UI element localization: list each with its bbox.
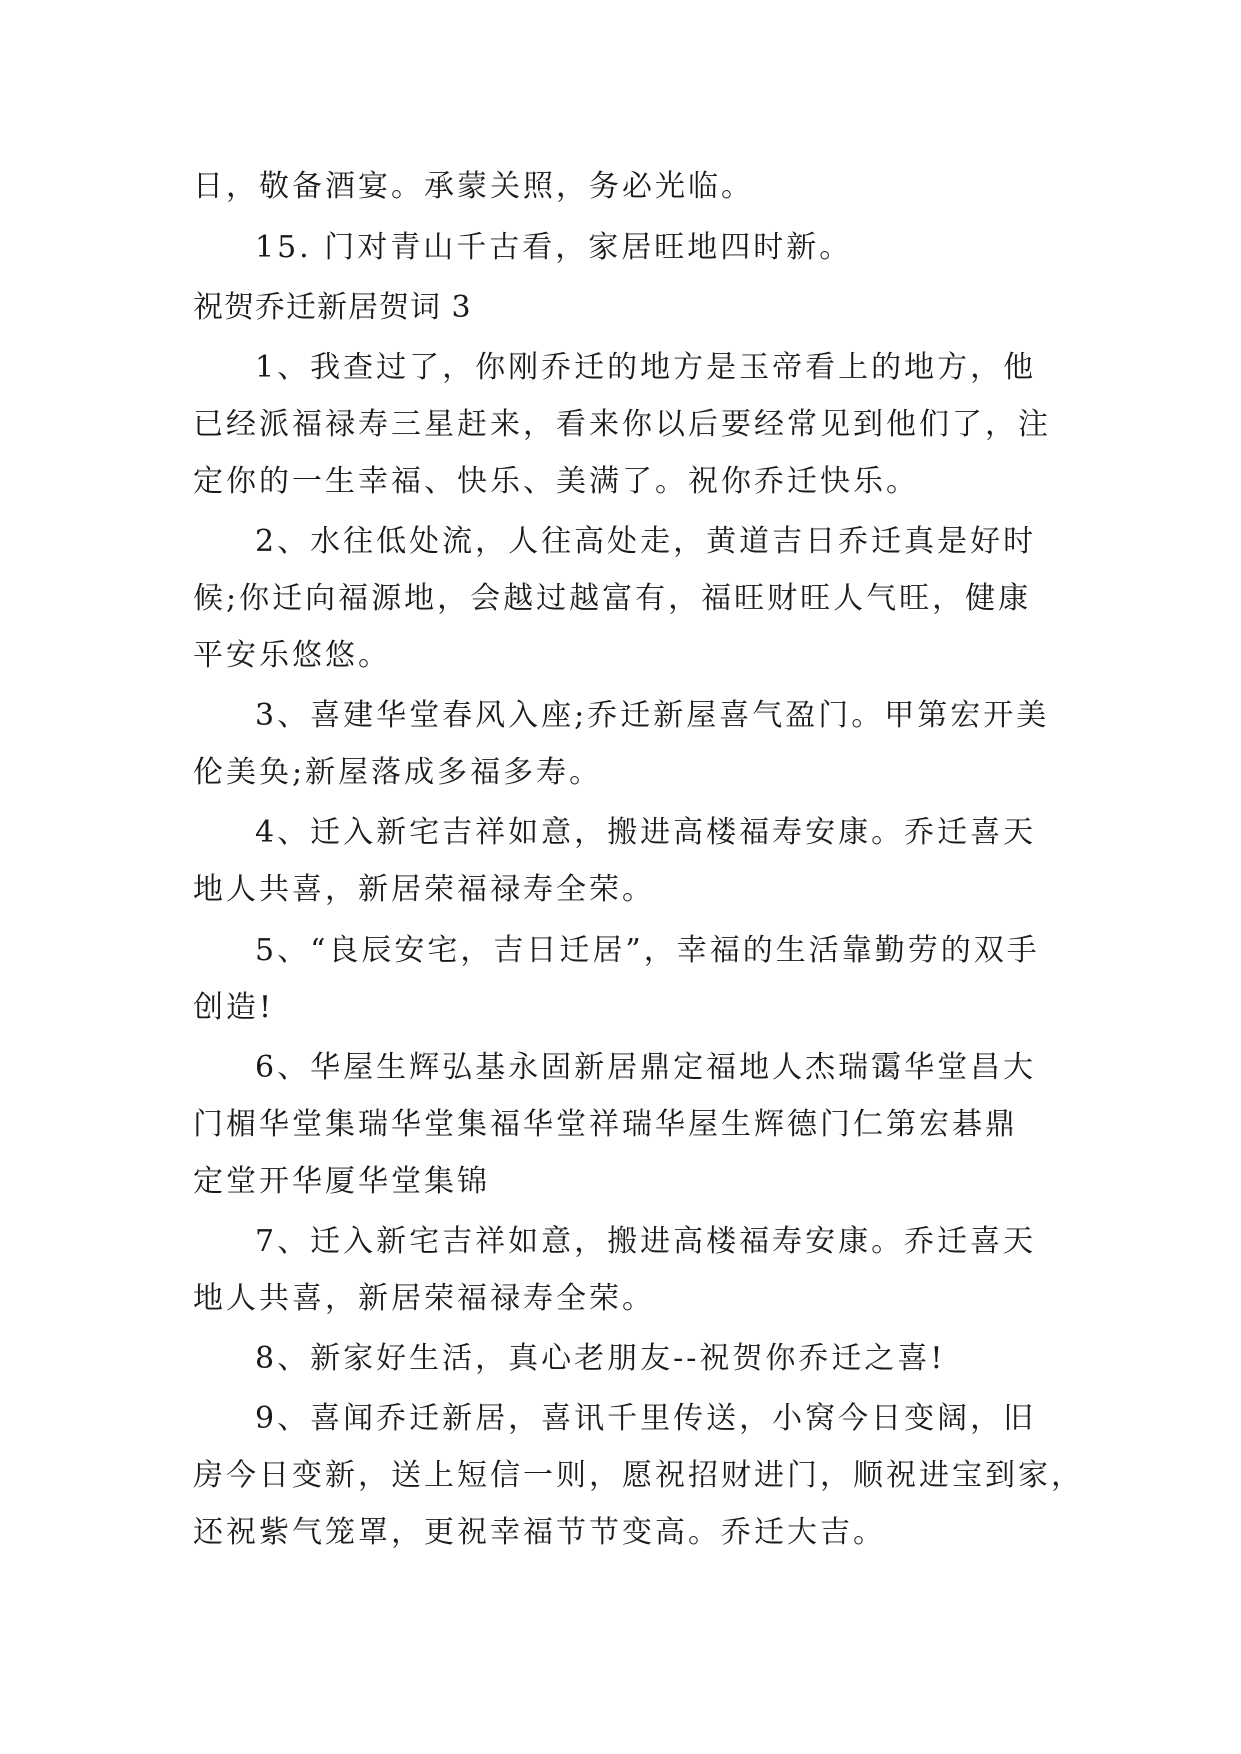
text-line: 2、水往低处流，人往高处走，黄道吉日乔迁真是好时 bbox=[255, 524, 1037, 559]
text-line: 地人共喜，新居荣福禄寿全荣。 bbox=[193, 1281, 655, 1316]
text-line: 伦美奂;新屋落成多福多寿。 bbox=[193, 755, 603, 790]
text-line: 6、华屋生辉弘基永固新居鼎定福地人杰瑞霭华堂昌大 bbox=[255, 1050, 1037, 1085]
text-line: 日，敬备酒宴。承蒙关照，务必光临。 bbox=[193, 169, 754, 204]
text-line: 5、“良辰安宅，吉日迁居”，幸福的生活靠勤劳的双手 bbox=[255, 933, 1040, 968]
text-line: 还祝紫气笼罩，更祝幸福节节变高。乔迁大吉。 bbox=[193, 1515, 886, 1550]
text-line: 门楣华堂集瑞华堂集福华堂祥瑞华屋生辉德门仁第宏碁鼎 bbox=[193, 1107, 1018, 1142]
text-line: 创造! bbox=[193, 990, 275, 1025]
text-line: 15. 门对青山千古看，家居旺地四时新。 bbox=[255, 230, 853, 265]
text-line: 地人共喜，新居荣福禄寿全荣。 bbox=[193, 872, 655, 907]
text-line: 4、迁入新宅吉祥如意，搬进高楼福寿安康。乔迁喜天 bbox=[255, 815, 1037, 850]
text-line: 候;你迁向福源地，会越过越富有，福旺财旺人气旺，健康 bbox=[193, 581, 1032, 616]
text-line: 3、喜建华堂春风入座;乔迁新屋喜气盈门。甲第宏开美 bbox=[255, 698, 1050, 733]
text-line: 平安乐悠悠。 bbox=[193, 638, 391, 673]
text-line: 已经派福禄寿三星赶来，看来你以后要经常见到他们了，注 bbox=[193, 407, 1051, 442]
section-heading: 祝贺乔迁新居贺词 3 bbox=[193, 290, 472, 325]
text-line: 定堂开华厦华堂集锦 bbox=[193, 1164, 490, 1199]
text-line: 定你的一生幸福、快乐、美满了。祝你乔迁快乐。 bbox=[193, 464, 919, 499]
text-line: 7、迁入新宅吉祥如意，搬进高楼福寿安康。乔迁喜天 bbox=[255, 1224, 1037, 1259]
text-line: 1、我查过了，你刚乔迁的地方是玉帝看上的地方，他 bbox=[255, 350, 1037, 385]
text-line: 9、喜闻乔迁新居，喜讯千里传送，小窝今日变阔，旧 bbox=[255, 1401, 1037, 1436]
text-line: 房今日变新，送上短信一则，愿祝招财进门，顺祝进宝到家， bbox=[193, 1458, 1084, 1493]
text-line: 8、新家好生活，真心老朋友--祝贺你乔迁之喜! bbox=[255, 1341, 946, 1376]
